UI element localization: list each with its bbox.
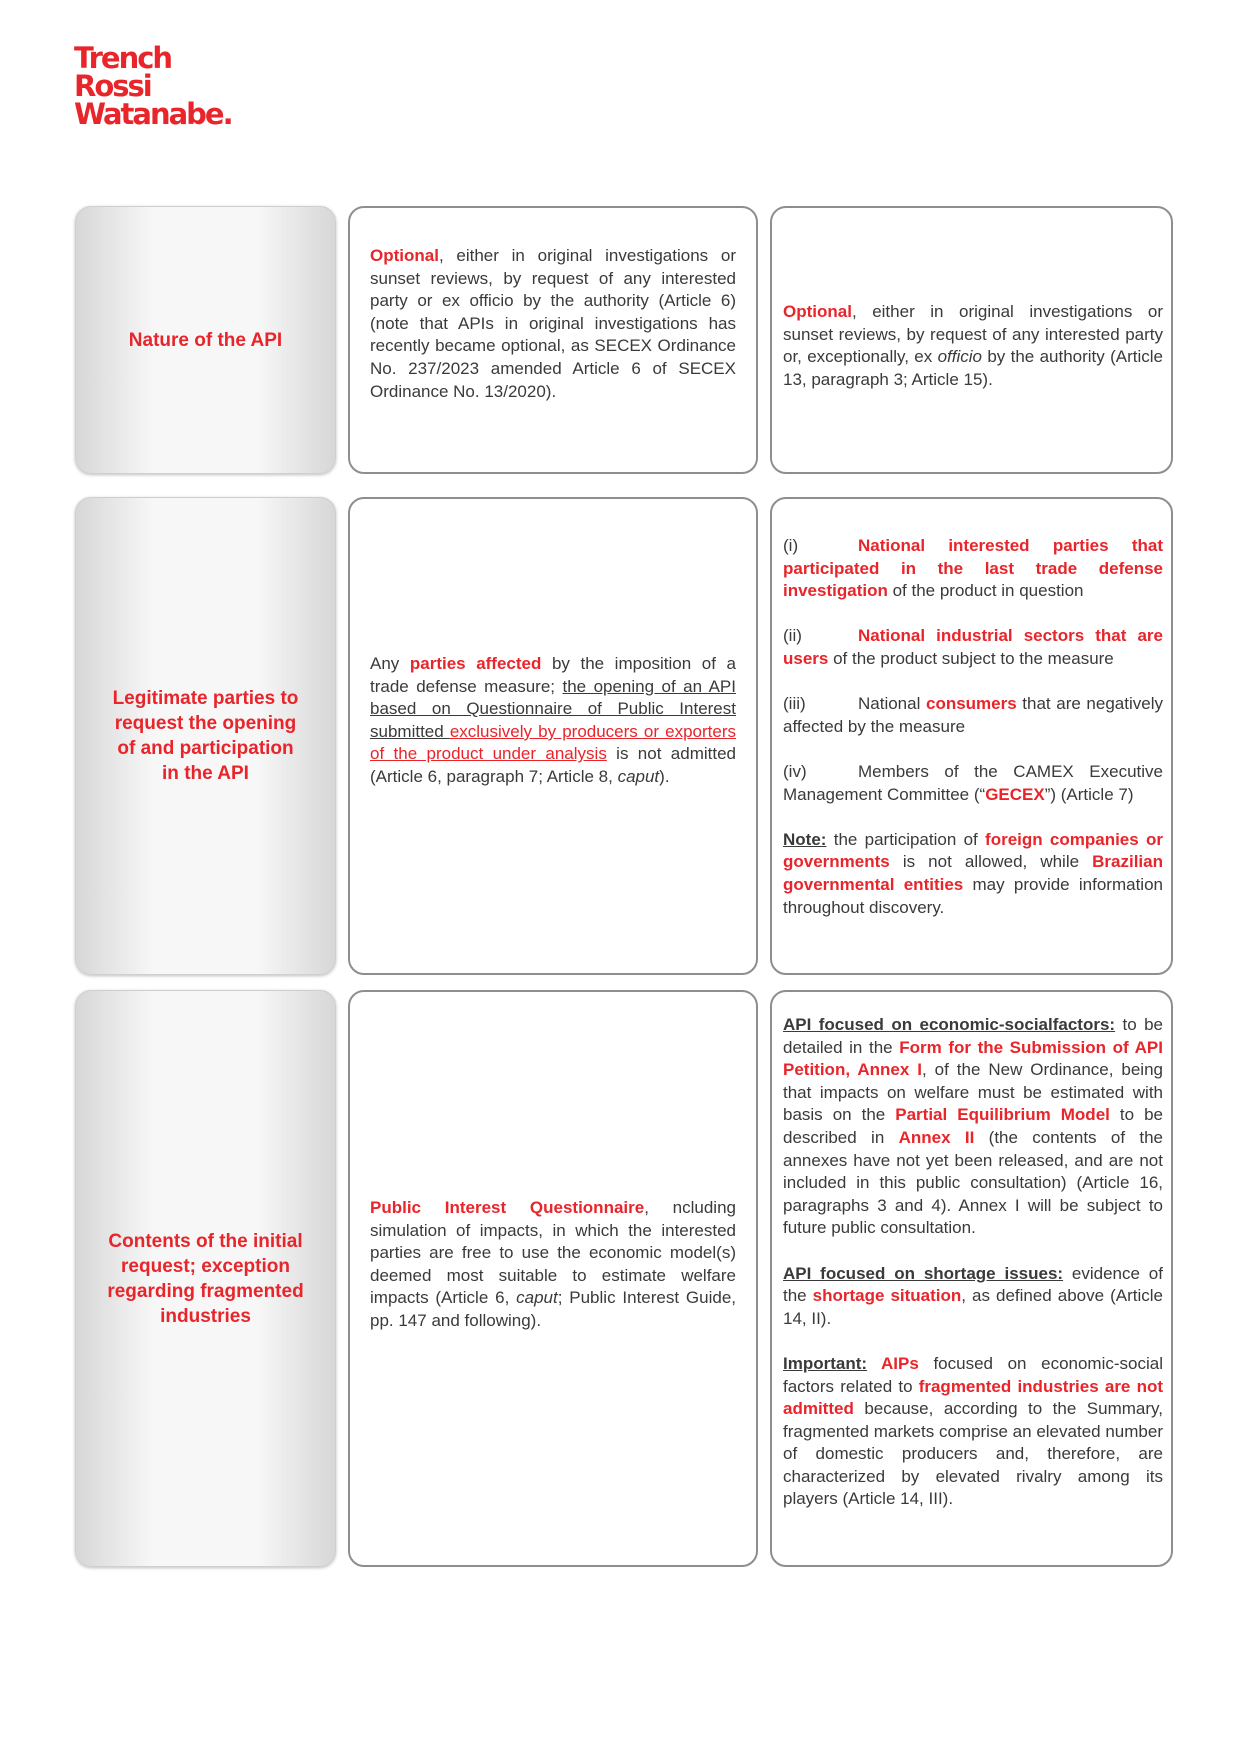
paragraph-important: Important: AIPs focused on economic-social factors related to fragmented industries are not admitted because, according to the Summary, fragmented markets comprise an elevated number of domestic producers and, therefore, are characterized by elevated rivalry among its players (Article 14, III). (783, 1353, 1163, 1509)
cell-new-nature-text: Optional, either in original investigations or sunset reviews, by request of any interested party or, exceptionally, ex officio by the authority (Article 13, paragraph 3; Article 15). (783, 302, 1163, 389)
list-item-iv: (iv) Members of the CAMEX Executive Management Committee (“GECEX”) (Article 7) (783, 761, 1163, 804)
row-label-text: Contents of the initial request; exception regarding fragmented industries (107, 1230, 304, 1327)
cell-current-contents-text: Public Interest Questionnaire, ncluding simulation of impacts, in which the interested parties are free to use the economic model(s) deemed most suitable to estimate welfare impacts (Article 6, caput; Public Interest Guide, pp. 147 and following). (370, 1198, 736, 1330)
logo-line-3: Watanabe. (74, 97, 232, 131)
row-label-text: Legitimate parties to request the opening of and participation in the API (112, 688, 299, 784)
list-item-i: (i) National interested parties that participated in the last trade defense investigation of the product in question (783, 536, 1163, 601)
logo-line-2: Rossi (74, 69, 151, 103)
row-label-text: Nature of the API (128, 329, 283, 351)
firm-logo (74, 41, 232, 131)
cell-current-parties-text: Any parties affected by the imposition of a trade defense measure; the opening of an API based on Questionnaire of Public Interest submitted exclusively by producers or exporters of the product under analysis is not admitted (Article 6, paragraph 7; Article 8, caput). (370, 654, 736, 786)
paragraph-economic-social: API focused on economic-socialfactors: to be detailed in the Form for the Submission of API Petition, Annex I, of the New Ordinance, being that impacts on welfare must be estimated with basis on the Partial Equilibrium Model to be described in Annex II (the contents of the annexes have not yet been released, and are not included in this public consultation) (Article 16, paragraphs 3 and 4). Annex I will be subject to future public consultation. (783, 1015, 1164, 1238)
row-label-nature (75, 206, 336, 474)
list-item-iii: (iii) National consumers that are negatively affected by the measure (783, 694, 1163, 736)
row-label-contents (75, 990, 336, 1567)
list-item-ii: (ii) National industrial sectors that are users of the product subject to the measure (783, 626, 1163, 668)
note-paragraph: Note: the participation of foreign companies or governments is not allowed, while Brazilian governmental entities may provide information throughout discovery. (783, 829, 1163, 917)
row-label-legitimate-parties (75, 497, 336, 975)
cell-new-contents-text (783, 1014, 1163, 1511)
paragraph-shortage: API focused on shortage issues: evidence of the shortage situation, as defined above (Article 14, II). (783, 1263, 1163, 1328)
cell-current-nature-text: Optional, either in original investigations or sunset reviews, by request of any interested party or ex officio by the authority (Article 6) (note that APIs in original investigations has recently became optional, as SECEX Ordinance No. 237/2023 amended Article 6 of SECEX Ordinance No. 13/2020). (370, 246, 736, 401)
cell-new-parties-text (783, 535, 1163, 919)
logo-line-1: Trench (74, 41, 172, 75)
